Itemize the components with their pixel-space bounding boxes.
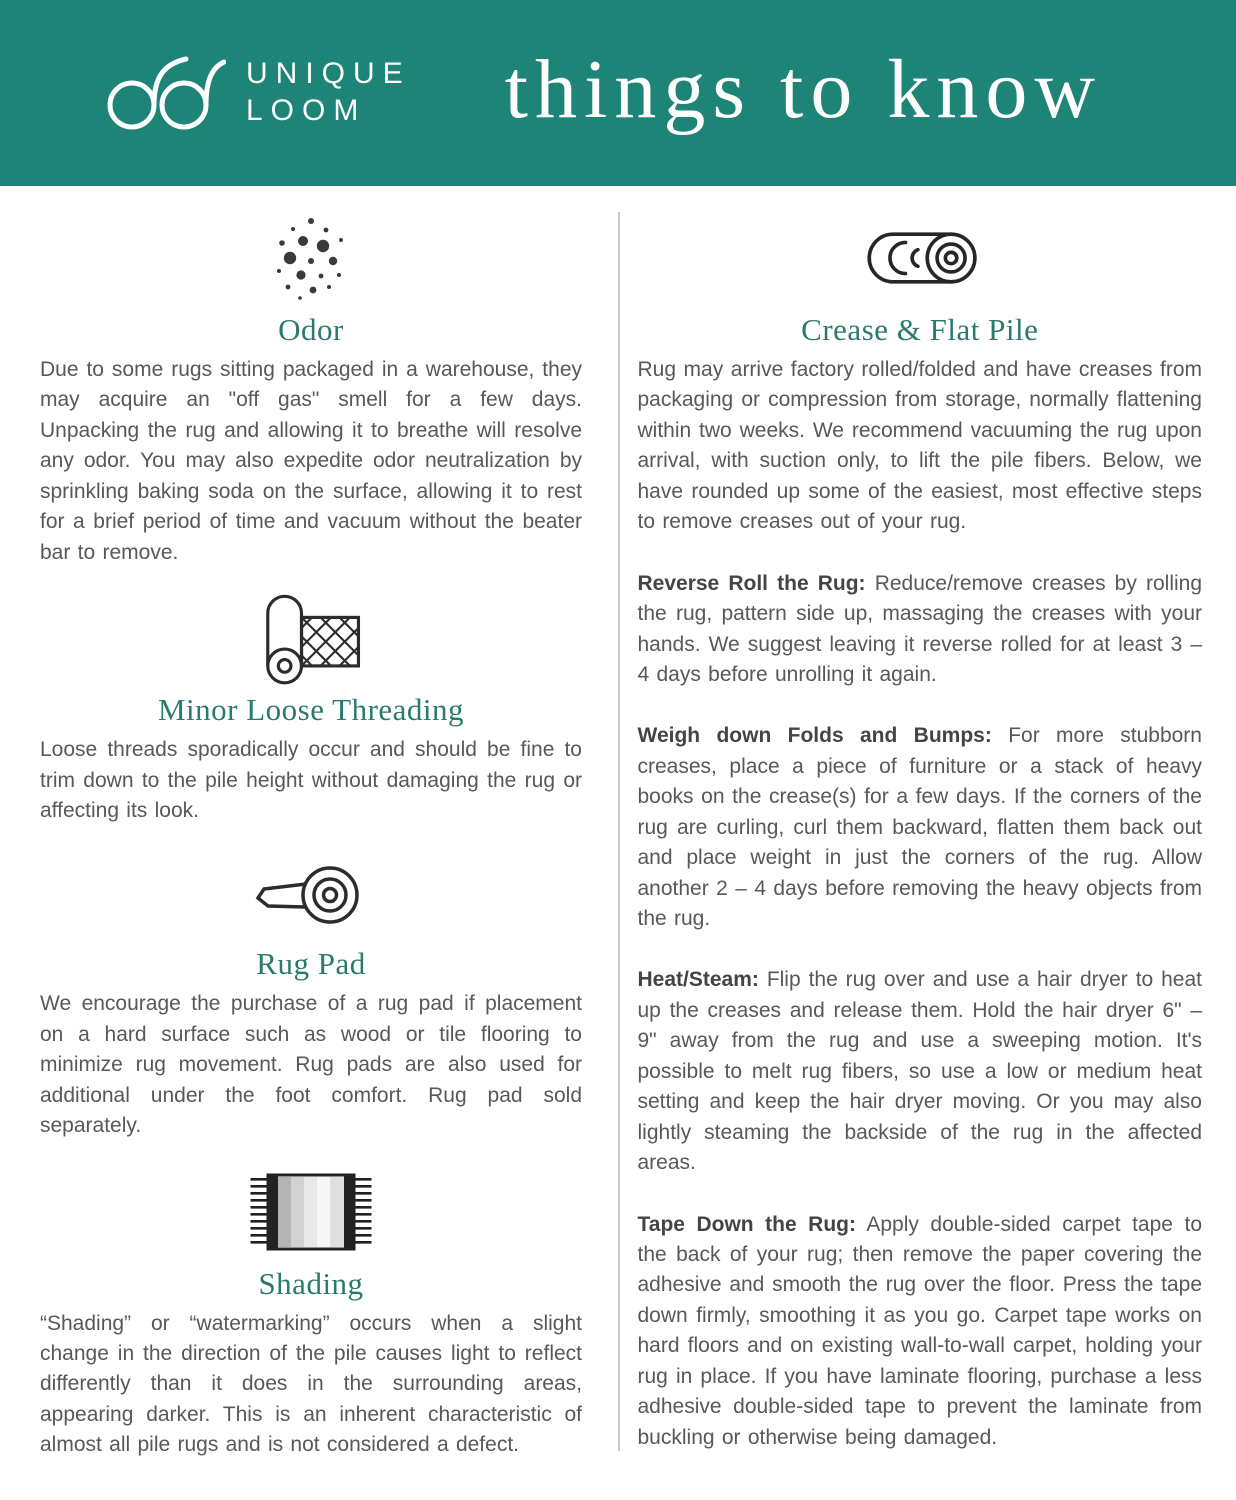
section-intro-crease-flat-pile: Rug may arrive factory rolled/folded and have creases from packaging or compression from storage, normally flattening within two weeks. We recommend vacuuming the rug upon arrival, with suction only, to lift the pile fibers. Below, we have rounded up some of the easiest, most effective steps to remove creases out of your rug. [637, 358, 1202, 534]
tip-label-reverse-roll: Reverse Roll the Rug: [637, 571, 866, 595]
right-column [638, 210, 1203, 1461]
tip-label-heat-steam: Heat/Steam: [637, 968, 759, 992]
rolled-rug-crosshatch-icon [40, 590, 582, 686]
shaded-rug-icon [40, 1164, 582, 1260]
brand [98, 53, 411, 133]
tip-label-tape-down: Tape Down the Rug: [637, 1212, 856, 1236]
tip-body-heat-steam: Flip the rug over and use a hair dryer to heat up the creases and release them. Hold the hair dryer 6" – 9" away from the rug and use a sweeping motion. It's possible to melt rug fibers, so use a low or medium heat setting and keep the hair dryer moving. Or you may also lightly steaming the backside of the rug in the affected areas. [637, 968, 1202, 1175]
section-body-odor: Due to some rugs sitting packaged in a warehouse, they may acquire an "off gas" smell for a few days. Unpacking the rug and allowing it to breathe will resolve any odor. You may also expedite odor neutralization by sprinkling baking soda on the surface, allowing it to rest for a brief period of time and vacuum without the beater bar to remove. [40, 358, 582, 564]
tip-body-weigh-down: For more stubborn creases, place a piece of furniture or a stack of heavy books on the crease(s) for a few days. If the corners of the rug are curling, curl them backward, flatten them back out and place weight in just the corners of the rug. Allow another 2 – 4 days before removing the heavy objects from the rug. [637, 724, 1202, 930]
section-crease-flat-pile [638, 210, 1203, 1453]
rug-pad-roll-icon [40, 848, 582, 940]
brand-name [246, 56, 411, 129]
section-rug-pad [40, 848, 582, 1141]
tip-body-reverse-roll: Reduce/remove creases by rolling the rug, pattern side up, massaging the creases with your hands. We suggest leaving it reverse rolled for at least 3 – 4 days before unrolling it again. [637, 571, 1203, 686]
section-shading [40, 1164, 582, 1461]
tip-weigh-down [638, 721, 1203, 934]
rolled-rug-spiral-icon [638, 210, 1203, 306]
section-heading-rug-pad: Rug Pad [256, 946, 366, 982]
left-column [40, 210, 582, 1461]
odor-dots-icon [40, 210, 582, 306]
section-heading-shading: Shading [258, 1265, 364, 1301]
tip-body-tape-down: Apply double-sided carpet tape to the back of your rug; then remove the paper covering the adhesive and smooth the rug over the floor. Press the tape down firmly, smoothing it as you go. Carpet tape works on hard floors and on existing wall-to-wall carpet, holding your rug in place. If you have laminate flooring, purchase a less adhesive double-sided tape to prevent the laminate from buckling or otherwise being damaged. [637, 1212, 1202, 1449]
tip-reverse-roll [638, 569, 1203, 691]
section-body-rug-pad: We encourage the purchase of a rug pad if placement on a hard surface such as wood or tile flooring to minimize rug movement. Rug pads are also used for additional under the foot comfort. Rug pad sold separately. [40, 992, 582, 1138]
header-banner [0, 0, 1236, 186]
page-title: things to know [504, 42, 1103, 136]
section-heading-minor-loose-threading: Minor Loose Threading [157, 692, 465, 728]
section-minor-loose-threading [40, 590, 582, 826]
section-body-shading: “Shading” or “watermarking” occurs when a slight change in the direction of the pile causes light to reflect differently than it does in the surrounding areas, appearing darker. This is an inherent characteristic of almost all pile rugs and is not considered a defect. [40, 1311, 582, 1457]
section-heading-crease-flat-pile: Crease & Flat Pile [801, 312, 1039, 347]
section-odor [40, 210, 582, 568]
content [0, 186, 1236, 1461]
tip-label-weigh-down: Weigh down Folds and Bumps: [637, 724, 992, 748]
tip-heat-steam [638, 965, 1203, 1178]
brand-name-line1: UNIQUE [246, 57, 411, 91]
section-heading-odor: Odor [278, 312, 344, 347]
section-body-minor-loose-threading: Loose threads sporadically occur and should be fine to trim down to the pile height without damaging the rug or affecting its look. [40, 738, 582, 822]
column-divider [618, 212, 620, 1451]
unique-loom-logo-icon [98, 53, 226, 133]
brand-name-line2: LOOM [246, 94, 367, 127]
tip-tape-down [638, 1210, 1203, 1454]
